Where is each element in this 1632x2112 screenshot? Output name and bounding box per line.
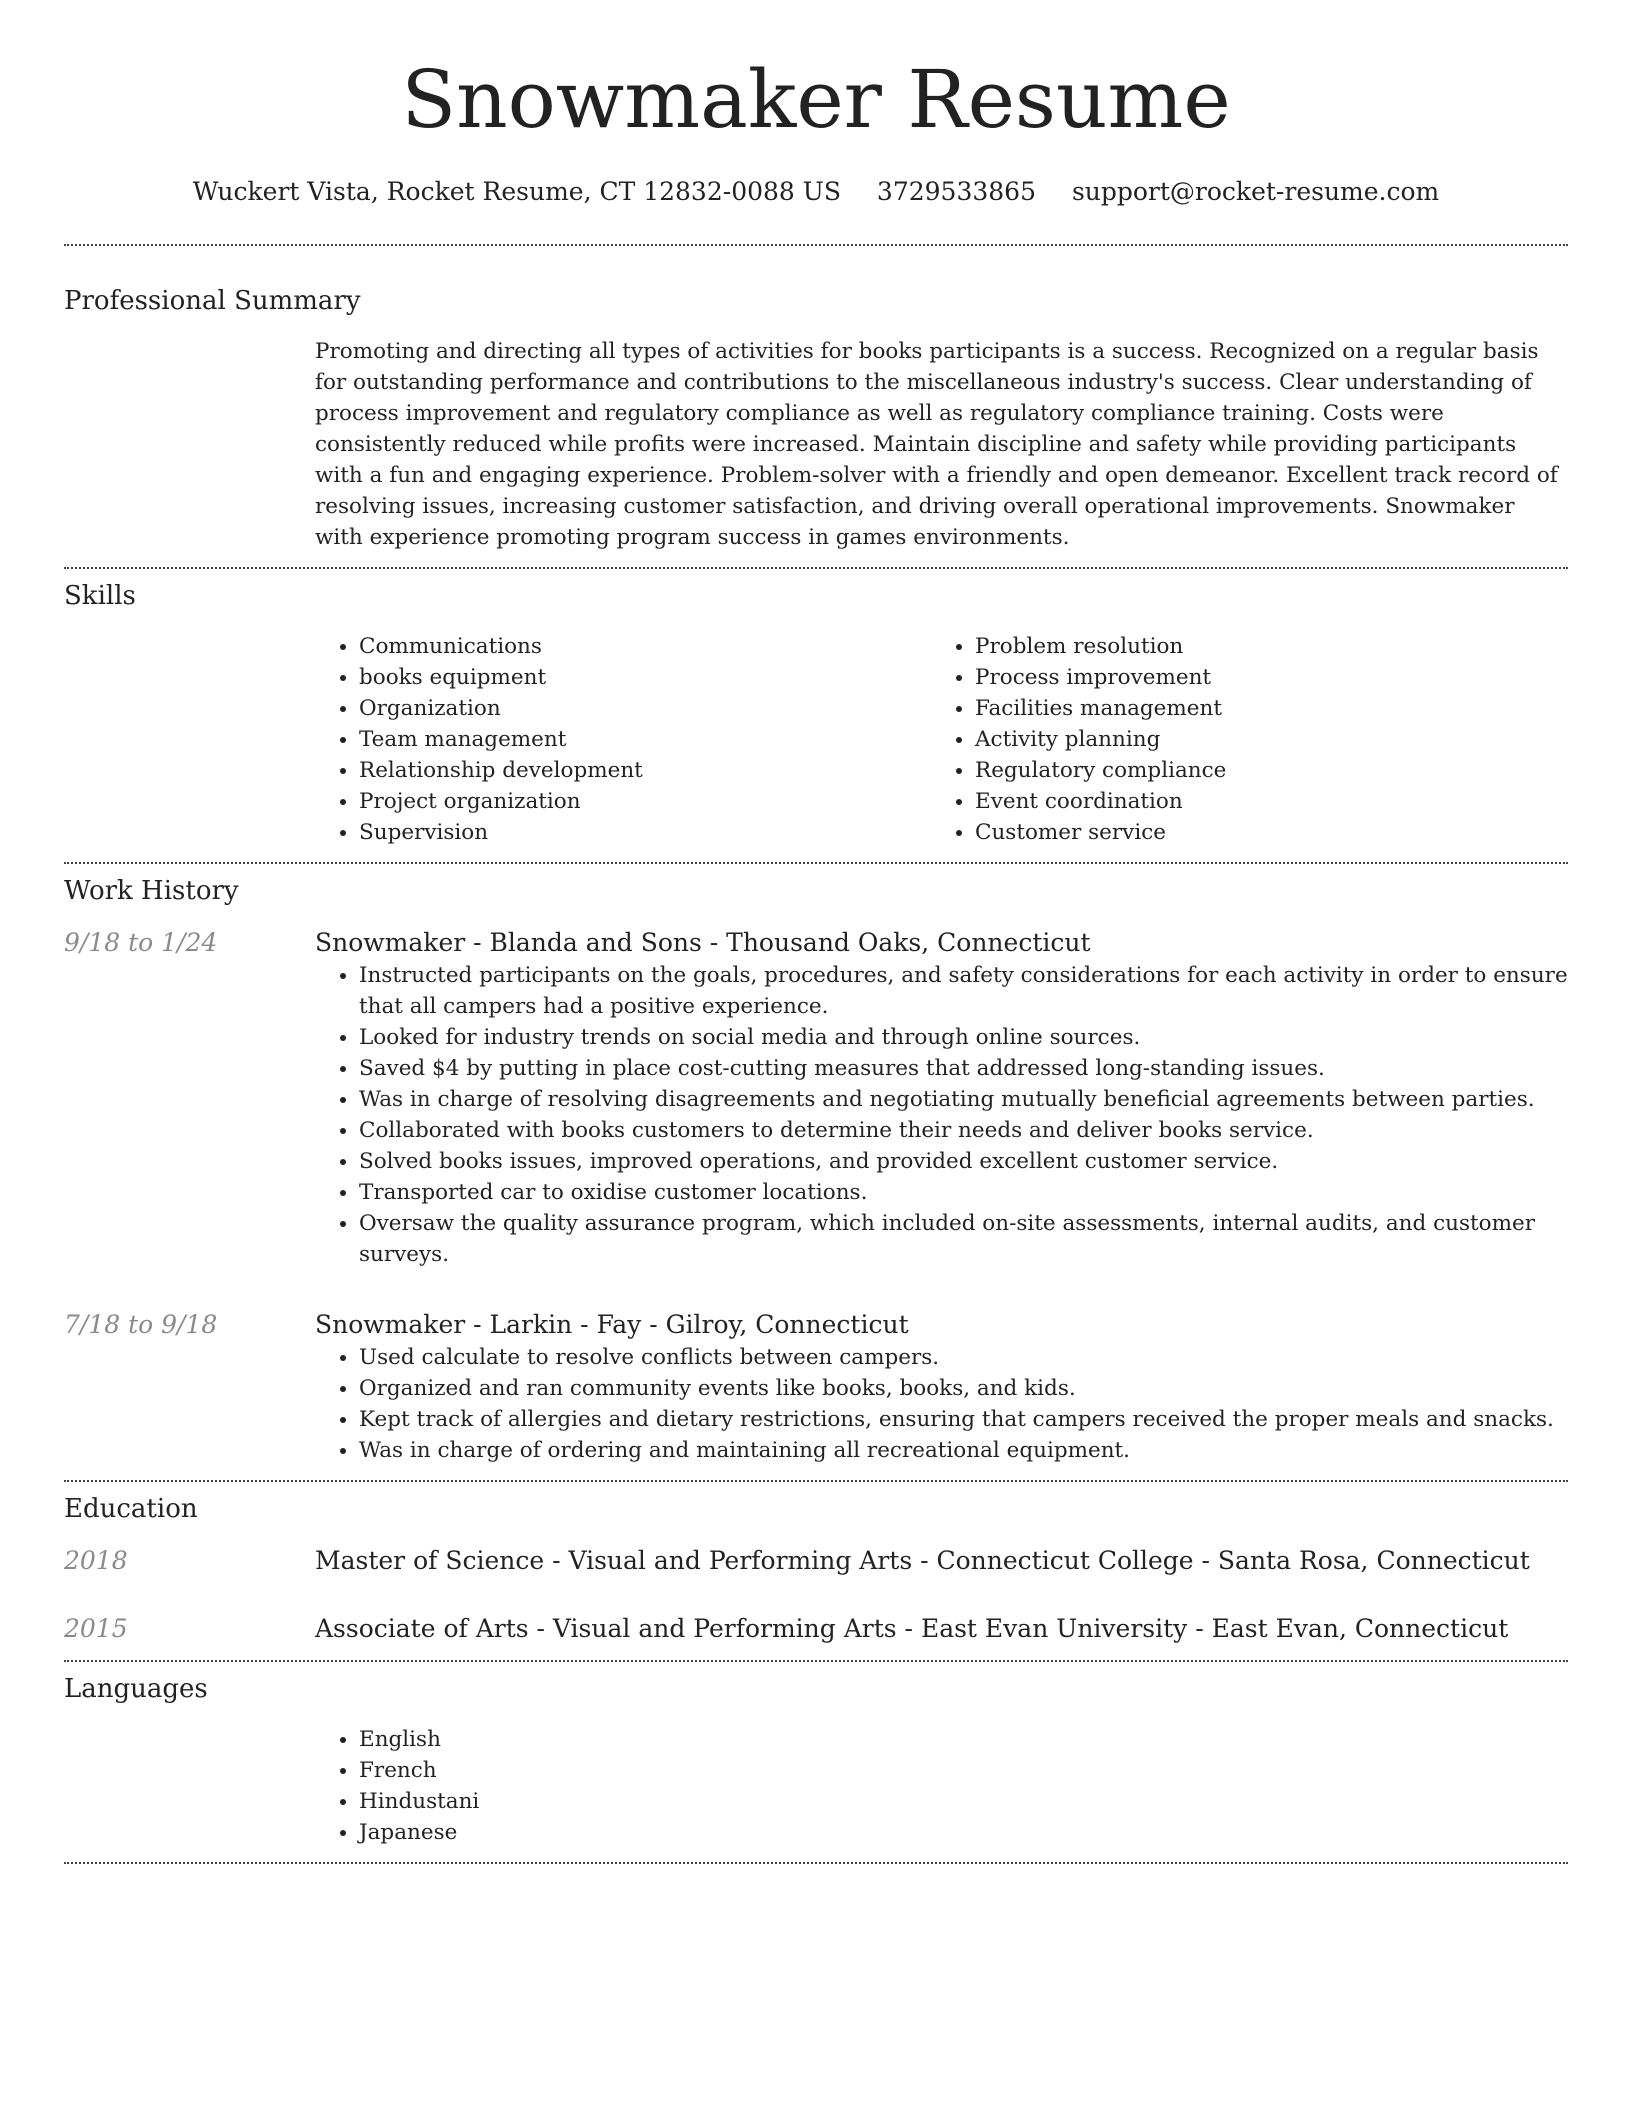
work-entry bbox=[64, 1308, 1568, 1466]
list-item: • French bbox=[359, 1755, 1568, 1786]
contact-address: Wuckert Vista, Rocket Resume, CT 12832-0088 US bbox=[192, 177, 841, 206]
list-item: • Supervision bbox=[359, 817, 931, 848]
list-item: • Facilities management bbox=[975, 693, 1547, 724]
divider bbox=[64, 1862, 1568, 1864]
work-history-section bbox=[64, 864, 1568, 1480]
list-item: • English bbox=[359, 1724, 1568, 1755]
list-item: • Solved books issues, improved operations, and provided excellent customer service. bbox=[359, 1146, 1568, 1177]
education-entry-date: 2015 bbox=[64, 1614, 128, 1643]
list-item: • Saved $4 by putting in place cost-cutting measures that addressed long-standing issues. bbox=[359, 1053, 1568, 1084]
work-history-heading: Work History bbox=[64, 876, 239, 906]
list-item: • Activity planning bbox=[975, 724, 1547, 755]
list-item: • Used calculate to resolve conflicts between campers. bbox=[359, 1342, 1568, 1373]
skills-section bbox=[64, 569, 1568, 862]
summary-text: Promoting and directing all types of activities for books participants is a success. Recognized on a regular basis for outstanding performance and contributions to the miscellaneous industry's success. Clear understanding of process improvement and regulatory compliance as well as regulatory compliance training. Costs were consistently reduced while profits were increased. Maintain discipline and safety while providing participants with a fun and engaging experience. Problem-solver with a friendly and open demeanor. Excellent track record of resolving issues, increasing customer satisfaction, and driving overall operational improvements. Snowmaker with experience promoting program success in games environments. bbox=[315, 339, 1558, 550]
list-item: • Oversaw the quality assurance program, which included on-site assessments, internal audits, and customer surveys. bbox=[359, 1208, 1568, 1270]
languages-content bbox=[315, 1724, 1568, 1848]
education-entry-date: 2018 bbox=[64, 1546, 128, 1575]
languages-section bbox=[64, 1662, 1568, 1862]
list-item: • Team management bbox=[359, 724, 931, 755]
languages-list bbox=[315, 1724, 1568, 1848]
education-section bbox=[64, 1482, 1568, 1660]
contact-phone: 3729533865 bbox=[876, 177, 1036, 206]
education-entry-body bbox=[315, 1544, 1568, 1578]
list-item: • books equipment bbox=[359, 662, 931, 693]
list-item: • Organization bbox=[359, 693, 931, 724]
skills-column-left bbox=[315, 631, 931, 848]
list-item: • Collaborated with books customers to determine their needs and deliver books service. bbox=[359, 1115, 1568, 1146]
list-item: • Process improvement bbox=[975, 662, 1547, 693]
work-entry-body bbox=[315, 1308, 1568, 1466]
skills-list-left bbox=[315, 631, 931, 848]
skills-grid bbox=[315, 631, 1568, 848]
list-item: • Organized and ran community events like books, books, and kids. bbox=[359, 1373, 1568, 1404]
education-entry-heading: Associate of Arts - Visual and Performing Arts - East Evan University - East Evan, Connecticut bbox=[315, 1614, 1509, 1643]
work-entry-date: 7/18 to 9/18 bbox=[64, 1310, 218, 1339]
list-item: • Communications bbox=[359, 631, 931, 662]
list-item: • Customer service bbox=[975, 817, 1547, 848]
list-item: • Looked for industry trends on social media and through online sources. bbox=[359, 1022, 1568, 1053]
list-item: • Problem resolution bbox=[975, 631, 1547, 662]
list-item: • Japanese bbox=[359, 1817, 1568, 1848]
languages-heading: Languages bbox=[64, 1674, 208, 1704]
skills-heading: Skills bbox=[64, 581, 136, 611]
summary-heading: Professional Summary bbox=[64, 286, 361, 316]
education-entry bbox=[64, 1544, 1568, 1578]
work-entry-bullets bbox=[315, 960, 1568, 1270]
contact-email: support@rocket-resume.com bbox=[1071, 177, 1440, 206]
work-entry-date: 9/18 to 1/24 bbox=[64, 928, 218, 957]
work-entry-bullets bbox=[315, 1342, 1568, 1466]
work-entry-heading: Snowmaker - Larkin - Fay - Gilroy, Connecticut bbox=[315, 1310, 909, 1339]
work-entry-heading: Snowmaker - Blanda and Sons - Thousand Oaks, Connecticut bbox=[315, 928, 1091, 957]
contact-line bbox=[64, 174, 1568, 210]
education-entry-heading: Master of Science - Visual and Performing Arts - Connecticut College - Santa Rosa, Connecticut bbox=[315, 1546, 1530, 1575]
skills-column-right bbox=[931, 631, 1547, 848]
work-entry bbox=[64, 926, 1568, 1270]
education-heading: Education bbox=[64, 1494, 198, 1524]
list-item: • Regulatory compliance bbox=[975, 755, 1547, 786]
list-item: • Relationship development bbox=[359, 755, 931, 786]
list-item: • Instructed participants on the goals, procedures, and safety considerations for each activity in order to ensure that all campers had a positive experience. bbox=[359, 960, 1568, 1022]
list-item: • Event coordination bbox=[975, 786, 1547, 817]
list-item: • Transported car to oxidise customer locations. bbox=[359, 1177, 1568, 1208]
resume-title: Snowmaker Resume bbox=[401, 53, 1231, 146]
list-item: • Kept track of allergies and dietary restrictions, ensuring that campers received the proper meals and snacks. bbox=[359, 1404, 1568, 1435]
list-item: • Was in charge of resolving disagreements and negotiating mutually beneficial agreements between parties. bbox=[359, 1084, 1568, 1115]
list-item: • Was in charge of ordering and maintaining all recreational equipment. bbox=[359, 1435, 1568, 1466]
education-entry bbox=[64, 1612, 1568, 1646]
summary-content bbox=[315, 336, 1568, 553]
education-entry-body bbox=[315, 1612, 1568, 1646]
work-entry-body bbox=[315, 926, 1568, 1270]
list-item: • Hindustani bbox=[359, 1786, 1568, 1817]
list-item: • Project organization bbox=[359, 786, 931, 817]
skills-list-right bbox=[931, 631, 1547, 848]
summary-section bbox=[64, 246, 1568, 567]
